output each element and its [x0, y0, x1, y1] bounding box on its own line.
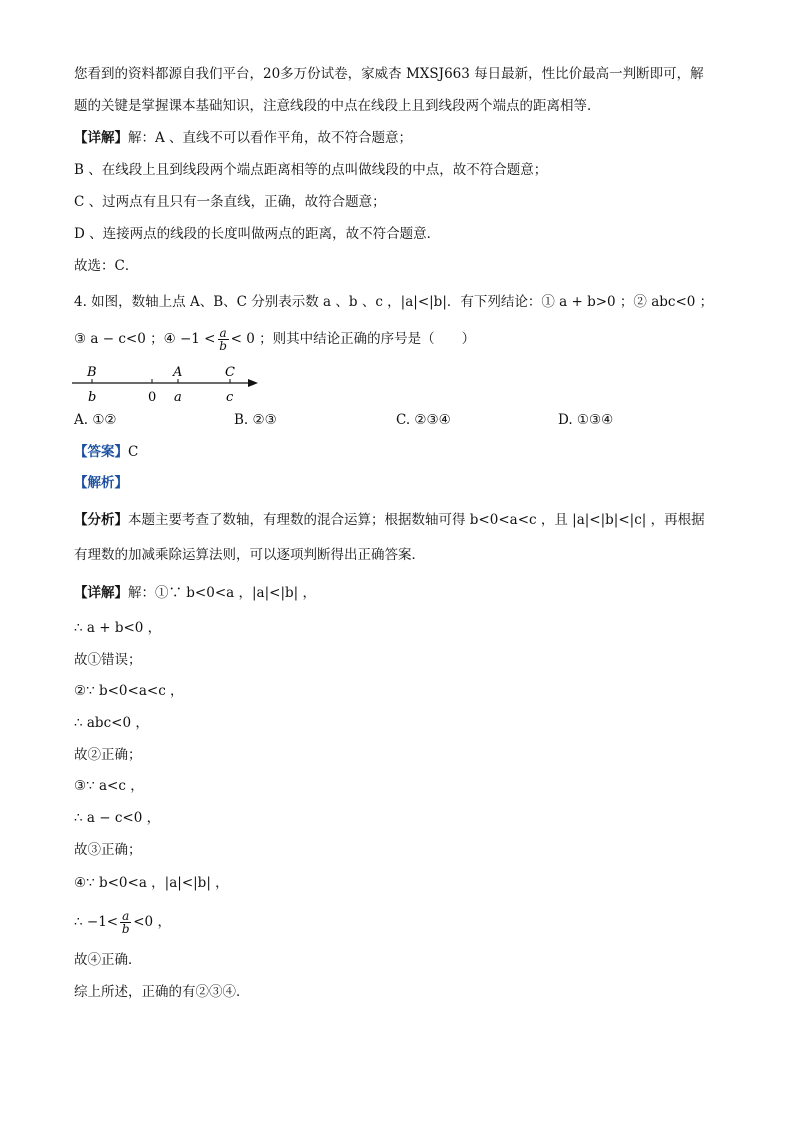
text-line: 故选：C．	[74, 258, 139, 274]
solution-tag: 【详解】	[74, 585, 128, 601]
point-label-C: C	[225, 365, 235, 380]
value-label-b: b	[88, 390, 97, 405]
answer-value: C	[128, 444, 139, 460]
solution-step: 故②正确；	[74, 747, 142, 763]
solution-step: ③∵ a<c ，	[74, 778, 144, 794]
solution-step	[74, 910, 171, 935]
value-label-0: 0	[148, 390, 157, 405]
option-c: C. ②③④	[396, 412, 451, 428]
solution-step: 故③正确；	[74, 842, 142, 858]
question-4-text-post: < 0 ；则其中结论正确的序号是（ ）	[230, 331, 476, 347]
option-d: D. ①③④	[558, 412, 614, 428]
text-line: 您看到的资料都源自我们平台，20多万份试卷，家威杏 MXSJ663 每日最新，性比价最高一判断即可，解	[74, 66, 704, 82]
value-label-c: c	[226, 390, 234, 405]
fraction-numerator: a	[122, 909, 130, 923]
number-line-figure	[70, 360, 270, 408]
point-label-B: B	[87, 365, 97, 380]
conclusion-line: 综上所述，正确的有②③④．	[74, 984, 250, 1000]
solution-step: ∴ a + b<0 ，	[74, 620, 162, 636]
question-4-text-pre: ③ a − c<0 ；④ −1 <	[74, 331, 216, 347]
text-line: C 、过两点有且只有一条直线，正确，故符合题意；	[74, 194, 386, 210]
step-text-post: <0 ，	[133, 914, 171, 930]
fenxi-line1	[74, 510, 705, 530]
question-4-line2	[74, 327, 475, 352]
arrow-head-icon	[248, 379, 258, 387]
fraction	[218, 327, 229, 352]
fenxi-line2: 有理数的加减乘除运算法则，可以逐项判断得出正确答案．	[74, 547, 425, 563]
solution-step: 故④正确．	[74, 952, 142, 968]
fraction	[120, 910, 131, 935]
solution-text: 解：①∵ b<0<a ，|a|<|b| ，	[128, 585, 316, 601]
question-4-line1: 4. 如图，数轴上点 A、B、C 分别表示数 a 、b 、c ，|a|<|b|．有下列结论：① a + b>0 ；② abc<0 ；	[74, 294, 714, 310]
solution-step: ②∵ b<0<a<c ，	[74, 683, 184, 699]
detail-text: 解：A 、直线不可以看作平角，故不符合题意；	[128, 130, 413, 146]
fraction-denominator: b	[219, 339, 227, 353]
solution-step: ④∵ b<0<a ，|a|<|b| ，	[74, 875, 229, 891]
solution-step: ∴ a − c<0 ，	[74, 810, 161, 826]
solution-step: ∴ abc<0 ，	[74, 715, 149, 731]
fenxi-text: 本题主要考查了数轴，有理数的混合运算；根据数轴可得 b<0<a<c ，且 |a|<|b|<|c| ，再根据	[128, 512, 705, 528]
analysis-tag: 【解析】	[74, 475, 128, 491]
analysis-heading	[74, 473, 128, 493]
fraction-denominator: b	[121, 922, 130, 936]
answer-line	[74, 442, 138, 462]
solution-line	[74, 583, 316, 603]
value-label-a: a	[174, 390, 182, 405]
option-b: B. ②③	[234, 412, 277, 428]
text-line: D 、连接两点的线段的长度叫做两点的距离，故不符合题意．	[74, 226, 441, 242]
fraction-numerator: a	[219, 326, 227, 340]
answer-tag: 【答案】	[74, 444, 128, 460]
text-line: B 、在线段上且到线段两个端点距离相等的点叫做线段的中点，故不符合题意；	[74, 162, 548, 178]
text-line: 题的关键是掌握课本基础知识，注意线段的中点在线段上且到线段两个端点的距离相等．	[74, 98, 601, 114]
option-a: A. ①②	[74, 412, 117, 428]
fenxi-tag: 【分析】	[74, 512, 128, 528]
step-text-pre: ∴ −1<	[74, 914, 119, 930]
detail-tag: 【详解】	[74, 130, 128, 146]
point-label-A: A	[173, 365, 183, 380]
solution-step: 故①错误；	[74, 652, 142, 668]
detail-line	[74, 128, 412, 148]
